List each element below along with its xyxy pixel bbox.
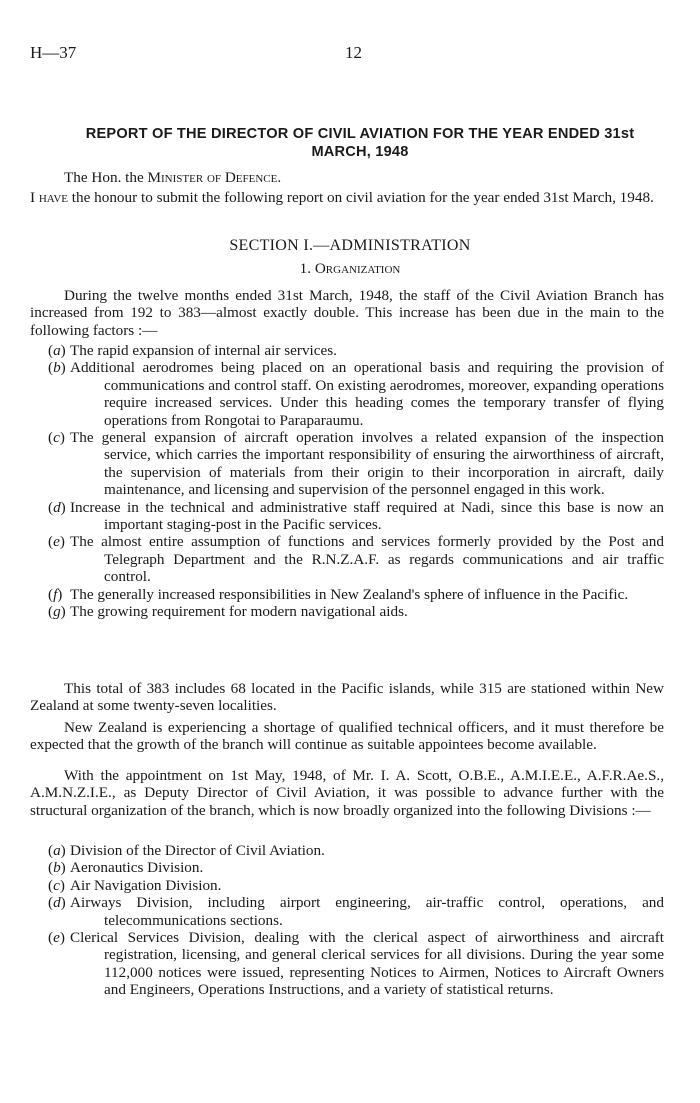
- addressee-line: [64, 169, 281, 186]
- addressee-office: Minister of Defence.: [147, 169, 282, 186]
- intro-text: the honour to submit the following report on civil aviation for the year ended 31st March, 1948.: [68, 189, 654, 206]
- list-item: (a) Division of the Director of Civil Aviation.: [48, 842, 325, 859]
- list-item: (g) The growing requirement for modern navigational aids.: [48, 603, 408, 621]
- list-item: (f) The generally increased responsibilities in New Zealand's sphere of influence in the Pacific.: [48, 585, 629, 603]
- list-item: (a) The rapid expansion of internal air services.: [48, 342, 337, 359]
- staff-growth-paragraph: During the twelve months ended 31st March, 1948, the staff of the Civil Aviation Branch has increased from 192 to 383—almost exactly double. This increase has been due in the main to the following factors :—: [30, 287, 664, 339]
- shortage-paragraph: New Zealand is experiencing a shortage of qualified technical officers, and it must therefore be expected that the growth of the branch will continue as suitable appointees become available.: [30, 719, 664, 754]
- list-item: (e) Clerical Services Division, dealing with the clerical aspect of airworthiness and aircraft registration, licensing, and general clerical services for all divisions. During the year some 112,000 notices were issued, representing Notices to Airmen, Notices to Aircraft Owners and Engineers, Operations Instructions, and a variety of statistical returns.: [48, 929, 664, 999]
- intro-paragraph: [30, 189, 664, 206]
- list-item: (d) Airways Division, including airport engineering, air-traffic control, operations, and telecommunications sections.: [48, 894, 664, 929]
- subsection-name: Organization: [314, 260, 401, 277]
- addressee-prefix: The Hon. the: [64, 169, 148, 186]
- list-item: (d) Increase in the technical and administrative staff required at Nadi, since this base is now an important staging-post in the Pacific services.: [48, 498, 664, 534]
- list-item: (e) The almost entire assumption of functions and services formerly provided by the Post and Telegraph Department and the R.N.Z.A.F. as regards communications and air traffic control.: [48, 533, 664, 586]
- page-number: 12: [345, 43, 362, 62]
- subsection-number: 1.: [299, 260, 315, 277]
- staff-location-paragraph: This total of 383 includes 68 located in the Pacific islands, while 315 are stationed within New Zealand at some twenty-seven localities.: [30, 680, 664, 715]
- factors-list: [48, 342, 664, 621]
- intro-lead: I have: [30, 189, 68, 206]
- list-item: (c) Air Navigation Division.: [48, 876, 222, 894]
- report-title: REPORT OF THE DIRECTOR OF CIVIL AVIATION FOR THE YEAR ENDED 31st MARCH, 1948: [85, 126, 635, 160]
- divisions-list: [48, 842, 664, 999]
- section-heading: SECTION I.—ADMINISTRATION: [229, 237, 471, 254]
- list-item: (c) The general expansion of aircraft operation involves a related expansion of the inspection service, which carries the important responsibility of ensuring the airworthiness of aircraft, the supervision of materials from their origin to their incorporation in aircraft, daily maintenance, and licensing and supervision of the personnel engaged in this work.: [48, 429, 664, 499]
- list-item: (b) Additional aerodromes being placed on an operational basis and requiring the provision of communications and control staff. On existing aerodromes, moreover, expanding operations require increased services. Under this heading comes the temporary transfer of flying operations from Rongotai to Paraparaumu.: [48, 359, 664, 429]
- subsection-heading: [0, 260, 700, 277]
- list-item: (b) Aeronautics Division.: [48, 859, 204, 877]
- appointment-paragraph: With the appointment on 1st May, 1948, of Mr. I. A. Scott, O.B.E., A.M.I.E.E., A.F.R.Ae.S., A.M.N.Z.I.E., as Deputy Director of Civil Aviation, it was possible to advance further with the structural organization of the branch, which is now broadly organized into the following Divisions :—: [30, 767, 664, 819]
- page-reference: H—37: [30, 43, 77, 62]
